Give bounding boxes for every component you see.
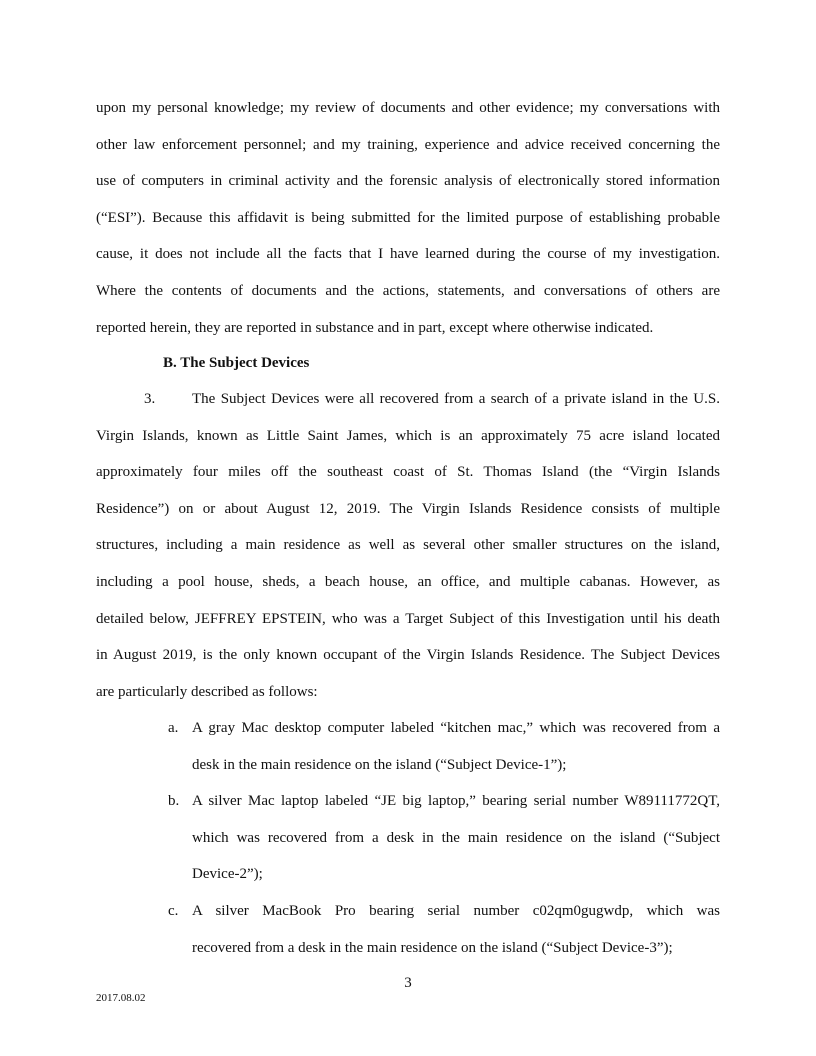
text-line: in August 2019, is the only known occupant of the Virgin Islands Residence. The Subject Devices	[96, 647, 720, 664]
text-line: recovered from a desk in the main residence on the island (“Subject Device-3”);	[192, 939, 673, 956]
text-line: A silver Mac laptop labeled “JE big laptop,” bearing serial number W89111772QT,	[192, 793, 720, 810]
text-line: approximately four miles off the southeast coast of St. Thomas Island (the “Virgin Islands	[96, 464, 720, 481]
text-line: detailed below, JEFFREY EPSTEIN, who was a Target Subject of this Investigation until his death	[96, 610, 720, 627]
text-line: The Subject Devices were all recovered from a search of a private island in the U.S.	[192, 391, 720, 407]
text-line: A silver MacBook Pro bearing serial number c02qm0gugwdp, which was	[192, 902, 720, 919]
page-number: 3	[404, 975, 412, 991]
list-marker: a.	[168, 720, 179, 736]
list-marker: b.	[168, 793, 180, 810]
text-line: (“ESI”). Because this affidavit is being submitted for the limited purpose of establishing probable	[96, 209, 720, 226]
continuation-paragraph	[96, 90, 720, 346]
list-marker: c.	[168, 902, 179, 919]
text-line: including a pool house, sheds, a beach house, an office, and multiple cabanas. However, as	[96, 573, 720, 590]
text-line: Virgin Islands, known as Little Saint James, which is an approximately 75 acre island located	[96, 427, 720, 444]
paragraph-3	[96, 381, 720, 710]
text-line: cause, it does not include all the facts that I have learned during the course of my investigation.	[96, 246, 720, 263]
paragraph-first-line	[96, 381, 720, 418]
text-line: Device-2”);	[192, 866, 263, 883]
list-item	[96, 710, 720, 783]
text-line: upon my personal knowledge; my review of documents and other evidence; my conversations with	[96, 100, 720, 116]
text-line: structures, including a main residence as well as several other smaller structures on the island,	[96, 537, 720, 554]
text-line: are particularly described as follows:	[96, 683, 318, 700]
list-item	[96, 783, 720, 893]
paragraph-number: 3.	[144, 391, 156, 407]
list-item	[96, 893, 720, 966]
text-line: reported herein, they are reported in substance and in part, except where otherwise indicated.	[96, 319, 654, 336]
section-heading: B. The Subject Devices	[163, 355, 310, 371]
text-line: Where the contents of documents and the actions, statements, and conversations of others are	[96, 282, 720, 299]
footer-date: 2017.08.02	[96, 992, 146, 1004]
text-line: A gray Mac desktop computer labeled “kitchen mac,” which was recovered from a	[192, 720, 720, 736]
text-line: Residence”) on or about August 12, 2019. The Virgin Islands Residence consists of multiple	[96, 500, 720, 517]
subject-devices-list	[96, 710, 720, 966]
text-line: desk in the main residence on the island (“Subject Device-1”);	[192, 756, 567, 773]
text-line: which was recovered from a desk in the main residence on the island (“Subject	[192, 829, 720, 846]
text-line: other law enforcement personnel; and my training, experience and advice received concerning the	[96, 136, 720, 153]
text-line: use of computers in criminal activity and the forensic analysis of electronically stored information	[96, 173, 720, 190]
